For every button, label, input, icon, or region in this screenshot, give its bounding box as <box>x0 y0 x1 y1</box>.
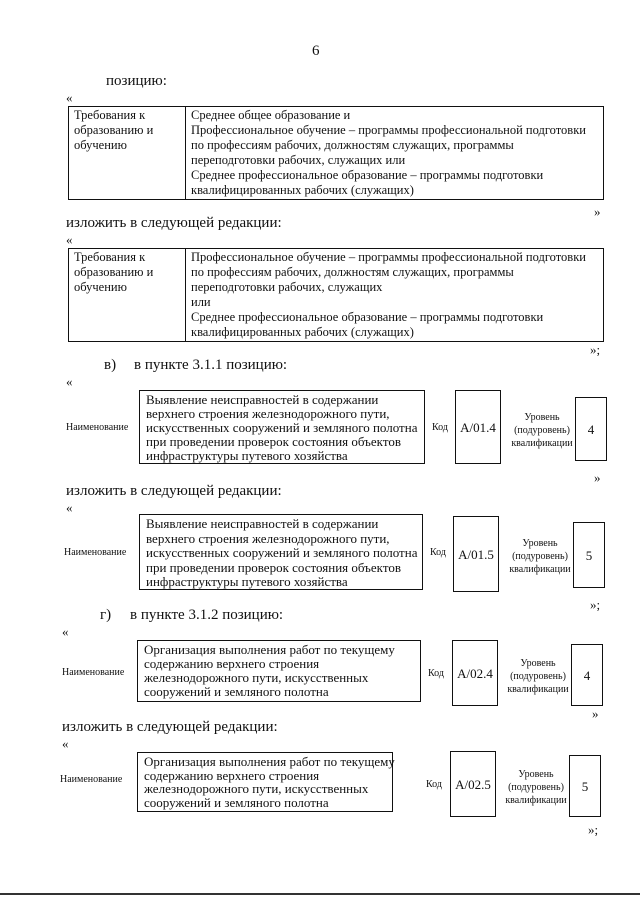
level-label-line: (подуровень) <box>508 782 564 793</box>
name-line: инфраструктуры путевого хозяйства <box>146 574 348 589</box>
level-label <box>502 411 582 450</box>
code-box: A/02.4 <box>452 640 498 706</box>
label-line: образованию и <box>74 123 154 137</box>
requirements-content-cell <box>186 249 604 342</box>
close-quote: » <box>594 470 601 485</box>
name-line: верхнего строения железнодорожного пути, <box>146 530 390 546</box>
content-line: Среднее профессиональное образование – программы подготовки <box>191 168 544 182</box>
requirements-content-cell <box>186 107 604 200</box>
label-line: Требования к <box>74 250 146 264</box>
name-label: Наименование <box>60 774 123 785</box>
name-line: при проведении проверок состояния объектов <box>146 434 401 449</box>
restate-label: изложить в следующей редакции: <box>66 215 282 231</box>
name-label: Наименование <box>66 422 129 433</box>
code-label: Код <box>432 422 448 433</box>
content-line: Среднее общее образование и <box>191 108 351 122</box>
page-number: 6 <box>312 43 320 59</box>
level-box: 4 <box>571 644 603 706</box>
name-line: Организация выполнения работ по текущему <box>144 754 395 769</box>
name-line: железнодорожного пути, искусственных <box>144 781 369 796</box>
close-quote-semicolon: »; <box>590 597 601 612</box>
label-line: обучению <box>74 138 127 152</box>
code-label: Код <box>430 547 446 558</box>
close-quote-semicolon: »; <box>588 822 599 837</box>
level-box: 5 <box>569 755 601 817</box>
code-box: A/02.5 <box>450 751 496 817</box>
open-quote: « <box>62 736 69 751</box>
restate-label: изложить в следующей редакции: <box>62 719 278 735</box>
name-line: содержанию верхнего строения <box>144 656 320 671</box>
label-line: образованию и <box>74 265 154 279</box>
level-label <box>498 657 578 696</box>
level-label-line: (подуровень) <box>510 671 566 682</box>
level-label-line: Уровень <box>524 412 560 423</box>
level-box: 5 <box>573 522 605 588</box>
name-box <box>139 390 425 464</box>
level-label-line: квалификации <box>511 438 573 449</box>
open-quote: « <box>62 624 69 639</box>
item-v-text: в пункте 3.1.1 позицию: <box>134 357 288 373</box>
name-line: содержанию верхнего строения <box>144 767 320 783</box>
content-line: переподготовки рабочих, служащих или <box>191 153 406 167</box>
content-line: переподготовки рабочих, служащих <box>191 280 383 294</box>
content-line: или <box>191 295 211 309</box>
close-quote-semicolon: »; <box>590 342 601 357</box>
level-box: 4 <box>575 397 607 461</box>
name-line: верхнего строения железнодорожного пути, <box>146 406 390 421</box>
level-label-line: Уровень <box>520 658 556 669</box>
item-v-letter: в) <box>104 357 117 373</box>
name-line: железнодорожного пути, искусственных <box>144 670 369 685</box>
name-line: искусственных сооружений и земляного полотна <box>146 545 418 560</box>
name-label: Наименование <box>64 547 127 558</box>
level-label-line: (подуровень) <box>514 425 570 436</box>
content-line: Профессиональное обучение – программы профессиональной подготовки <box>191 250 586 264</box>
close-quote: » <box>594 204 601 219</box>
level-label-line: квалификации <box>505 795 567 806</box>
label-line: обучению <box>74 280 127 294</box>
name-box <box>137 640 421 702</box>
name-label: Наименование <box>62 667 125 678</box>
label-line: Требования к <box>74 108 146 122</box>
name-line: сооружений и земляного полотна <box>144 794 329 810</box>
name-line: Выявление неисправностей в содержании <box>146 516 379 531</box>
level-label-line: квалификации <box>509 564 571 575</box>
open-quote: « <box>66 500 73 515</box>
name-line: Выявление неисправностей в содержании <box>146 392 379 407</box>
level-label-line: Уровень <box>518 769 554 780</box>
content-line: по профессиям рабочих, должностям служащих, программы <box>191 138 514 152</box>
scan-edge-line <box>0 893 640 895</box>
name-line: сооружений и земляного полотна <box>144 684 329 699</box>
item-g-text: в пункте 3.1.2 позицию: <box>130 607 284 623</box>
restate-label: изложить в следующей редакции: <box>66 483 282 499</box>
name-line: инфраструктуры путевого хозяйства <box>146 448 348 463</box>
item-g-letter: г) <box>100 607 112 623</box>
level-label-line: (подуровень) <box>512 551 568 562</box>
code-box: A/01.5 <box>453 516 499 592</box>
name-line: при проведении проверок состояния объектов <box>146 559 401 575</box>
requirements-table-old <box>68 106 604 200</box>
name-line: искусственных сооружений и земляного полотна <box>146 420 418 435</box>
open-quote: « <box>66 90 73 105</box>
content-line: Профессиональное обучение – программы профессиональной подготовки <box>191 123 586 137</box>
level-label-line: Уровень <box>522 538 558 549</box>
code-label: Код <box>426 779 442 790</box>
intro-text: позицию: <box>106 73 167 89</box>
content-line: квалифицированных рабочих (служащих) <box>191 325 414 339</box>
level-label <box>496 768 576 807</box>
requirements-table-new <box>68 248 604 342</box>
code-box: A/01.4 <box>455 390 501 464</box>
name-line: Организация выполнения работ по текущему <box>144 642 395 657</box>
name-box <box>139 514 423 590</box>
content-line: квалифицированных рабочих (служащих) <box>191 183 414 197</box>
requirements-label-cell <box>69 107 186 200</box>
close-quote: » <box>592 706 599 721</box>
requirements-label-cell <box>69 249 186 342</box>
open-quote: « <box>66 232 73 247</box>
level-label <box>500 537 580 576</box>
content-line: по профессиям рабочих, должностям служащих, программы <box>191 265 514 279</box>
level-label-line: квалификации <box>507 684 569 695</box>
open-quote: « <box>66 374 73 389</box>
code-label: Код <box>428 668 444 679</box>
name-box <box>137 752 393 812</box>
content-line: Среднее профессиональное образование – программы подготовки <box>191 310 544 324</box>
